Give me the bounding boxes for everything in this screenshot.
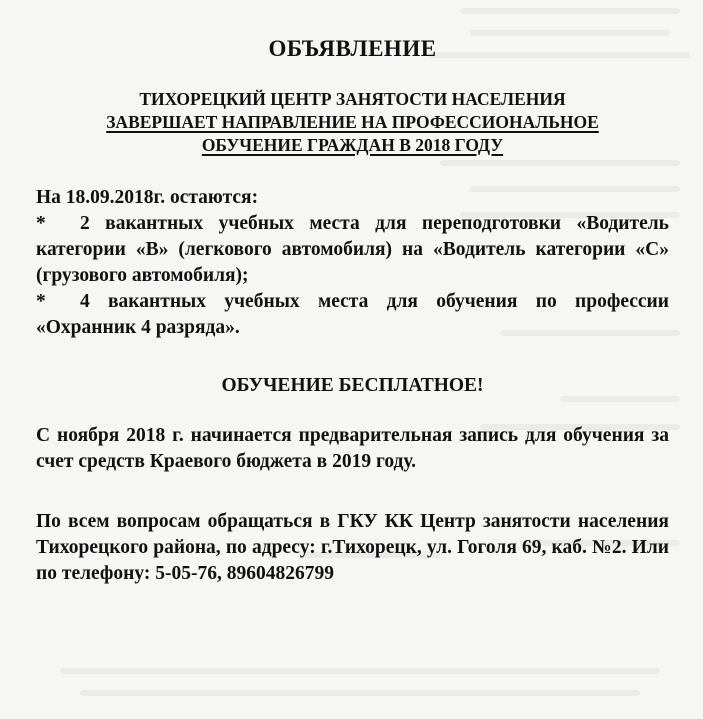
announcement-subtitle xyxy=(36,88,669,157)
vacancy-text-driver: 2 вакантных учебных места для переподготовки «Водитель категории «В» (легкового автомобиля) на «Водитель категории «С» (грузового автомобиля); xyxy=(36,213,669,286)
vacancies-section xyxy=(36,185,669,341)
subtitle-line-2: ЗАВЕРШАЕТ НАПРАВЛЕНИЕ НА ПРОФЕССИОНАЛЬНОЕ xyxy=(106,112,599,132)
announcement-content xyxy=(36,36,669,621)
vacancy-item-guard xyxy=(36,289,669,341)
subtitle-line-1: ТИХОРЕЦКИЙ ЦЕНТР ЗАНЯТОСТИ НАСЕЛЕНИЯ xyxy=(139,89,566,109)
vacancy-item-driver xyxy=(36,211,669,289)
bullet-marker: * xyxy=(36,291,46,312)
remaining-intro: На 18.09.2018г. остаются: xyxy=(36,187,259,208)
contact-info: По всем вопросам обращаться в ГКУ КК Центр занятости населения Тихорецкого района, по адресу: г.Тихорецк, ул. Гоголя 69, каб. №2. Или по телефону: 5-05-76, 89604826799 xyxy=(36,511,669,584)
preregistration-notice: С ноября 2018 г. начинается предварительная запись для обучения за счет средств Краевого бюджета в 2019 году. xyxy=(36,425,669,472)
free-training-notice: ОБУЧЕНИЕ БЕСПЛАТНОЕ! xyxy=(221,375,484,396)
bullet-marker: * xyxy=(36,213,46,234)
page-title: ОБЪЯВЛЕНИЕ xyxy=(268,36,437,61)
subtitle-line-3: ОБУЧЕНИЕ ГРАЖДАН В 2018 ГОДУ xyxy=(201,135,504,155)
vacancy-text-guard: 4 вакантных учебных места для обучения по профессии «Охранник 4 разряда». xyxy=(36,291,669,338)
